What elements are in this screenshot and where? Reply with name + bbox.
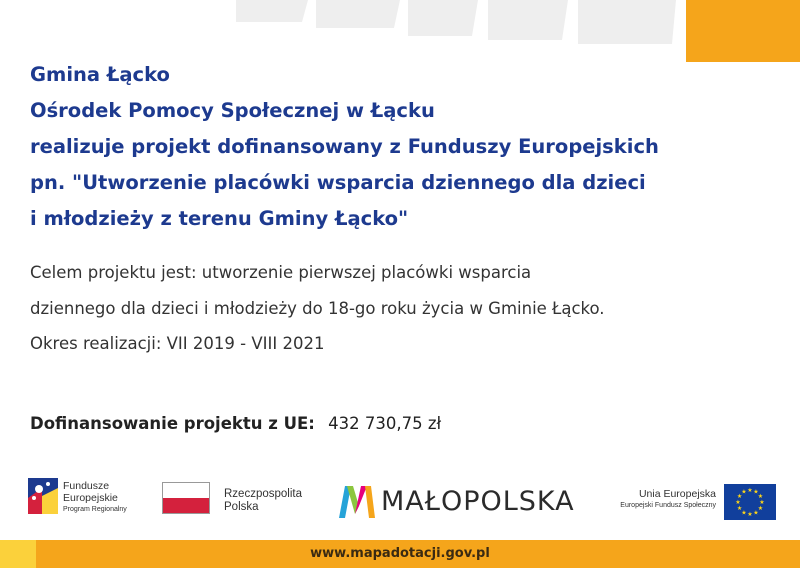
ue-line2: Europejski Fundusz Społeczny bbox=[620, 502, 716, 509]
svg-text:★: ★ bbox=[753, 488, 759, 496]
project-description bbox=[30, 255, 605, 362]
project-title bbox=[30, 57, 659, 237]
svg-text:★: ★ bbox=[747, 487, 753, 494]
svg-text:★: ★ bbox=[759, 499, 765, 506]
fundusze-line1: Fundusze bbox=[63, 480, 110, 492]
svg-text:★: ★ bbox=[741, 488, 747, 496]
rzeczpospolita-line2: Polska bbox=[224, 501, 259, 513]
footer-url[interactable]: www.mapadotacji.gov.pl bbox=[310, 546, 490, 561]
malopolska-text: MAŁOPOLSKA bbox=[381, 486, 575, 517]
title-line: realizuje projekt dofinansowany z Funduszy Europejskich bbox=[30, 135, 659, 158]
svg-text:★: ★ bbox=[757, 505, 764, 512]
svg-text:★: ★ bbox=[753, 509, 759, 517]
title-line: Gmina Łącko bbox=[30, 63, 170, 86]
description-line: Celem projektu jest: utworzenie pierwszej placówki wsparcia bbox=[30, 263, 532, 282]
funding-info bbox=[30, 414, 441, 433]
footer-bar bbox=[0, 540, 800, 568]
description-line: dziennego dla dzieci i młodzieży do 18-go roku życia w Gminie Łącko. bbox=[30, 298, 605, 318]
ue-line1: Unia Europejska bbox=[638, 488, 716, 500]
description-line: Okres realizacji: VII 2019 - VIII 2021 bbox=[30, 334, 325, 353]
svg-text:★: ★ bbox=[736, 493, 743, 500]
fundusze-europejskie-icon bbox=[28, 478, 58, 514]
svg-text:★: ★ bbox=[741, 509, 747, 517]
title-line: pn. "Utworzenie placówki wsparcia dziennego dla dzieci bbox=[30, 171, 646, 194]
svg-text:★: ★ bbox=[757, 493, 764, 500]
svg-text:★: ★ bbox=[747, 511, 753, 518]
malopolska-m-icon bbox=[337, 484, 377, 520]
fundusze-line3: Program Regionalny bbox=[63, 506, 127, 513]
polish-flag-icon bbox=[162, 482, 210, 514]
title-line: i młodzieży z terenu Gminy Łącko" bbox=[30, 207, 409, 230]
funding-amount: 432 730,75 zł bbox=[328, 414, 442, 433]
svg-text:★: ★ bbox=[735, 499, 741, 506]
title-line: Ośrodek Pomocy Społecznej w Łącku bbox=[30, 99, 435, 122]
logo-bar bbox=[0, 470, 800, 540]
svg-text:★: ★ bbox=[736, 505, 743, 512]
funding-label: Dofinansowanie projektu z UE: bbox=[30, 414, 315, 433]
rzeczpospolita-line1: Rzeczpospolita bbox=[224, 488, 302, 500]
fundusze-line2: Europejskie bbox=[63, 492, 118, 504]
eu-flag-icon bbox=[724, 484, 776, 520]
